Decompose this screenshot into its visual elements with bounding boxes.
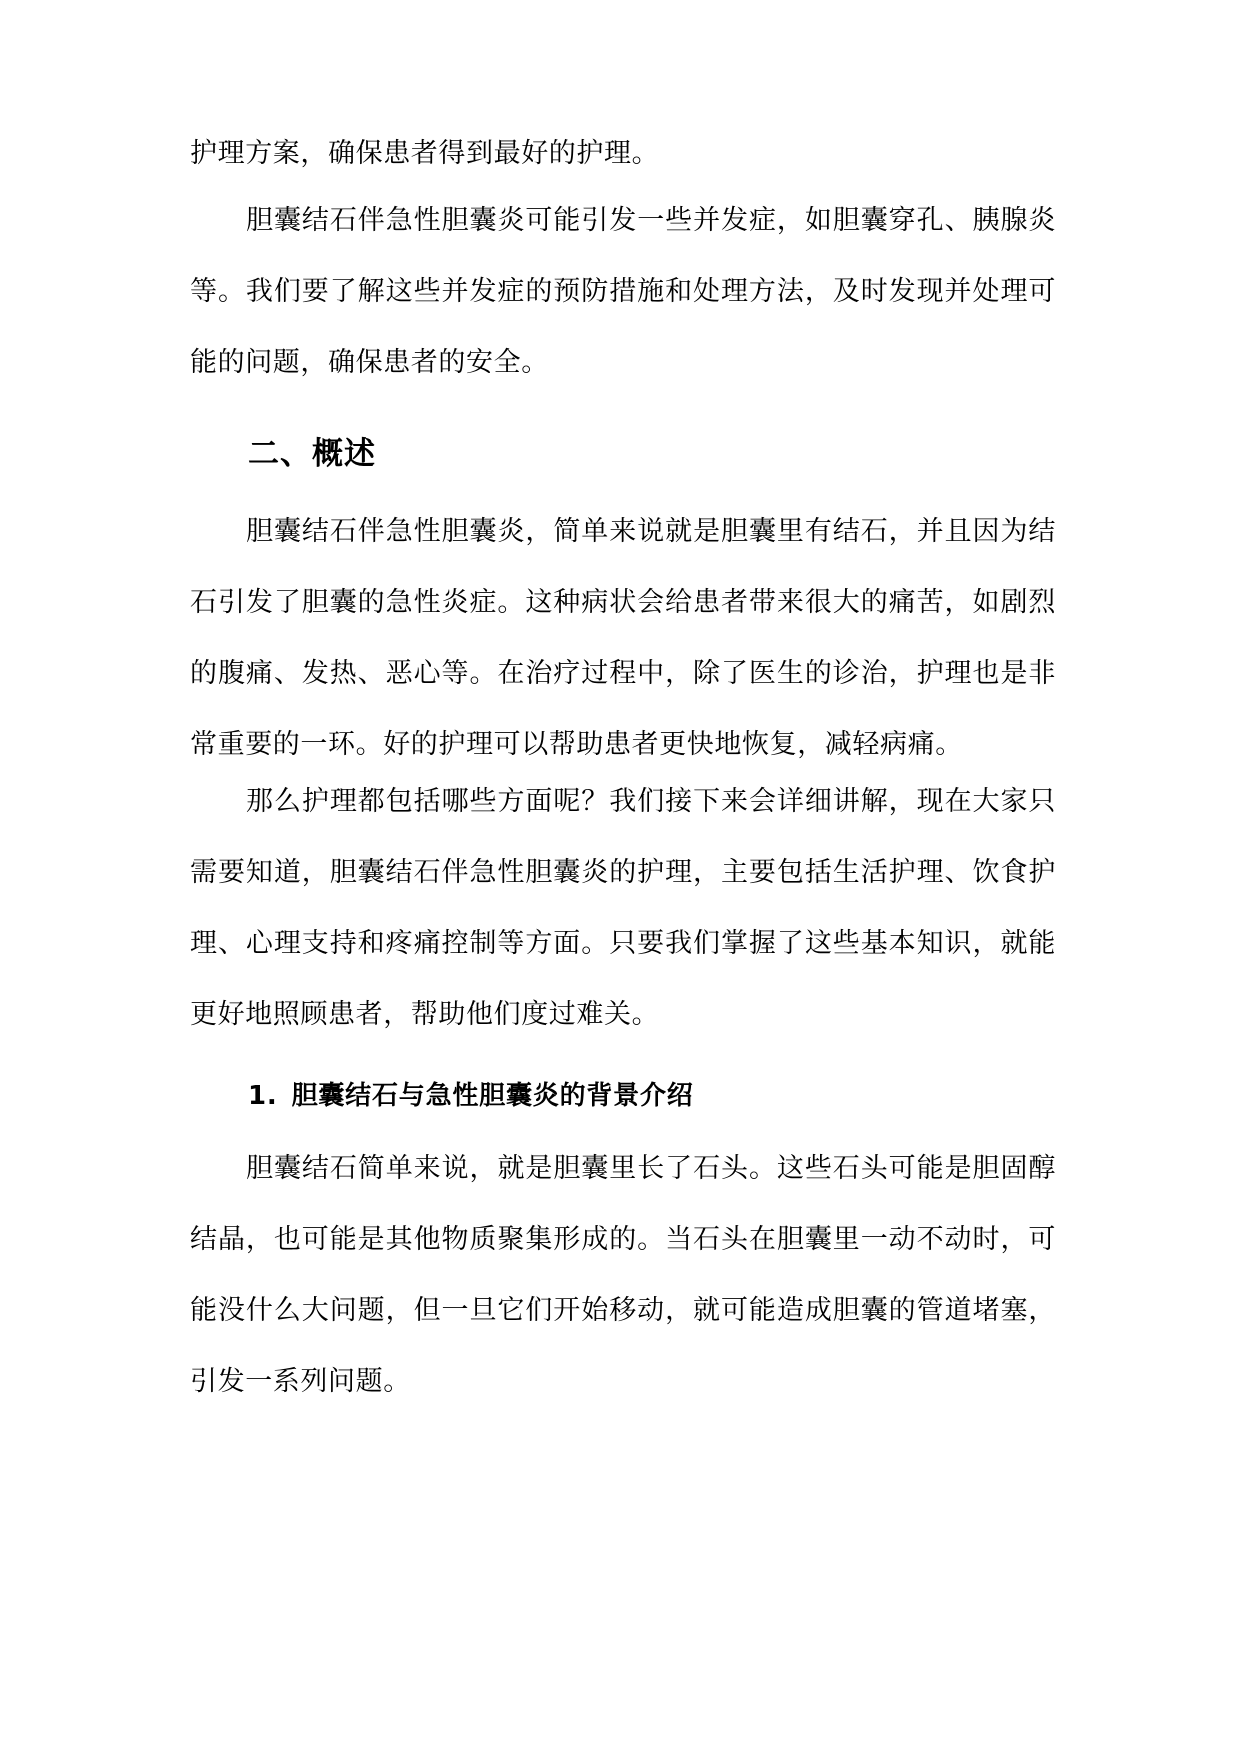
paragraph-gallstone-background: 胆囊结石简单来说，就是胆囊里长了石头。这些石头可能是胆固醇结晶，也可能是其他物质聚集形成的。当石头在胆囊里一动不动时，可能没什么大问题，但一旦它们开始移动，就可能造成胆囊的管道堵塞，引发一系列问题。 <box>190 1153 1056 1397</box>
subsection-title: 胆囊结石与急性胆囊炎的背景介绍 <box>291 1081 694 1111</box>
paragraph-complications: 胆囊结石伴急性胆囊炎可能引发一些并发症，如胆囊穿孔、胰腺炎等。我们要了解这些并发症的预防措施和处理方法，及时发现并处理可能的问题，确保患者的安全。 <box>190 205 1056 378</box>
paragraph-nursing-aspects: 那么护理都包括哪些方面呢？我们接下来会详细讲解，现在大家只需要知道，胆囊结石伴急性胆囊炎的护理，主要包括生活护理、饮食护理、心理支持和疼痛控制等方面。只要我们掌握了这些基本知识，就能更好地照顾患者，帮助他们度过难关。 <box>190 786 1056 1030</box>
subsection-heading-background <box>248 1078 694 1114</box>
subsection-number: 1. <box>248 1081 278 1111</box>
paragraph-overview-intro: 胆囊结石伴急性胆囊炎，简单来说就是胆囊里有结石，并且因为结石引发了胆囊的急性炎症。这种病状会给患者带来很大的痛苦，如剧烈的腹痛、发热、恶心等。在治疗过程中，除了医生的诊治，护理也是非常重要的一环。好的护理可以帮助患者更快地恢复，减轻病痛。 <box>190 516 1056 760</box>
section-heading-overview: 二、概述 <box>248 436 376 472</box>
paragraph-continuation: 护理方案，确保患者得到最好的护理。 <box>190 138 660 169</box>
